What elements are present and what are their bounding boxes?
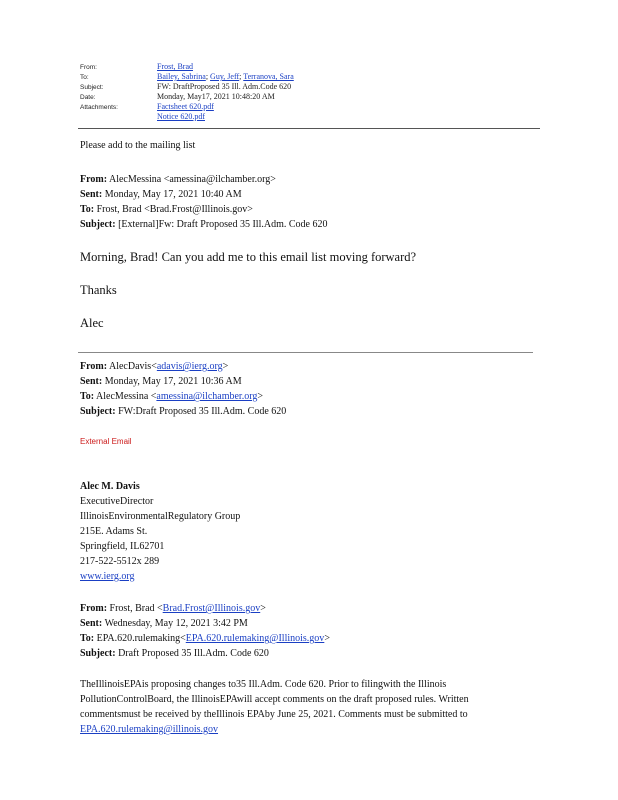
to-label: To: <box>80 204 95 215</box>
header-from-link[interactable]: Frost, Brad <box>157 62 193 71</box>
from-label: From: <box>80 603 108 614</box>
external-email-tag: External Email <box>80 437 132 446</box>
header-date-value: Monday, May17, 2021 10:48:20 AM <box>157 92 275 101</box>
header-attachments-label: Attachments: <box>80 104 118 111</box>
email-link[interactable]: adavis@ierg.org <box>156 361 223 372</box>
intro-line: Please add to the mailing list <box>80 140 196 151</box>
thanks-line: Thanks <box>80 283 117 297</box>
body-line: TheIllinoisEPAis proposing changes to35 Ill.Adm. Code 620. Prior to filingwith the Illinois <box>80 679 447 690</box>
sent-label: Sent: <box>80 376 103 387</box>
signature-line: 217-522-5512x 289 <box>80 556 160 567</box>
email-link[interactable]: EPA.620.rulemaking@Illinois.gov <box>185 633 325 644</box>
message-divider <box>78 352 533 353</box>
body-line: PollutionControlBoard, the IllinoisEPAwill accept comments on the draft proposed rules. Written <box>80 694 469 705</box>
website-link[interactable]: www.ierg.org <box>80 571 135 582</box>
subject-value: [External]Fw: Draft Proposed 35 Ill.Adm. Code 620 <box>118 219 328 230</box>
signature-line: IllinoisEnvironmentalRegulatory Group <box>80 511 241 522</box>
email-link[interactable]: EPA.620.rulemaking@illinois.gov <box>80 724 219 735</box>
from-label: From: <box>80 361 108 372</box>
to-label: To: <box>80 633 95 644</box>
header-to-label: To: <box>80 74 89 81</box>
to-label: To: <box>80 391 95 402</box>
from-label: From: <box>80 174 108 185</box>
attachment-link[interactable]: Notice 620.pdf <box>157 112 205 121</box>
header-to-link[interactable]: Terranova, Sara <box>243 72 294 81</box>
message-body: Morning, Brad! Can you add me to this email list moving forward? <box>80 250 417 264</box>
attachment-link[interactable]: Factsheet 620.pdf <box>157 102 214 111</box>
header-from-label: From: <box>80 64 97 71</box>
subject-label: Subject: <box>80 219 116 230</box>
signature-line: Springfield, IL62701 <box>80 541 165 552</box>
sent-value: Monday, May 17, 2021 10:36 AM <box>104 376 242 387</box>
email-link[interactable]: Brad.Frost@Illinois.gov <box>162 603 261 614</box>
sent-value: Monday, May 17, 2021 10:40 AM <box>104 189 242 200</box>
signature-line: 215E. Adams St. <box>80 526 148 537</box>
subject-value: Draft Proposed 35 Ill.Adm. Code 620 <box>118 648 269 659</box>
subject-label: Subject: <box>80 406 116 417</box>
header-divider <box>78 128 540 129</box>
subject-label: Subject: <box>80 648 116 659</box>
email-link[interactable]: amessina@ilchamber.org <box>156 391 258 402</box>
sent-label: Sent: <box>80 189 103 200</box>
header-to-link[interactable]: Bailey, Sabrina <box>157 72 206 81</box>
header-date-label: Date: <box>80 94 96 101</box>
signature-name: Alec M. Davis <box>80 481 140 492</box>
subject-value: FW:Draft Proposed 35 Ill.Adm. Code 620 <box>118 406 287 417</box>
signature-line: ExecutiveDirector <box>80 496 154 507</box>
header-to-link[interactable]: Guy, Jeff <box>210 72 240 81</box>
sent-value: Wednesday, May 12, 2021 3:42 PM <box>104 618 248 629</box>
body-line: commentsmust be received by theIllinois EPAby June 25, 2021. Comments must be submitted to <box>80 709 468 720</box>
from-value: AlecMessina <amessina@ilchamber.org> <box>108 174 276 185</box>
header-to-recipients: Bailey, Sabrina; Guy, Jeff; Terranova, Sara <box>157 72 294 81</box>
to-value: Frost, Brad <Brad.Frost@Illinois.gov> <box>96 204 253 215</box>
sign-off: Alec <box>80 316 104 330</box>
sent-label: Sent: <box>80 618 103 629</box>
header-subject-value: FW: DraftProposed 35 Ill. Adm.Code 620 <box>157 82 292 91</box>
header-subject-label: Subject: <box>80 84 104 91</box>
